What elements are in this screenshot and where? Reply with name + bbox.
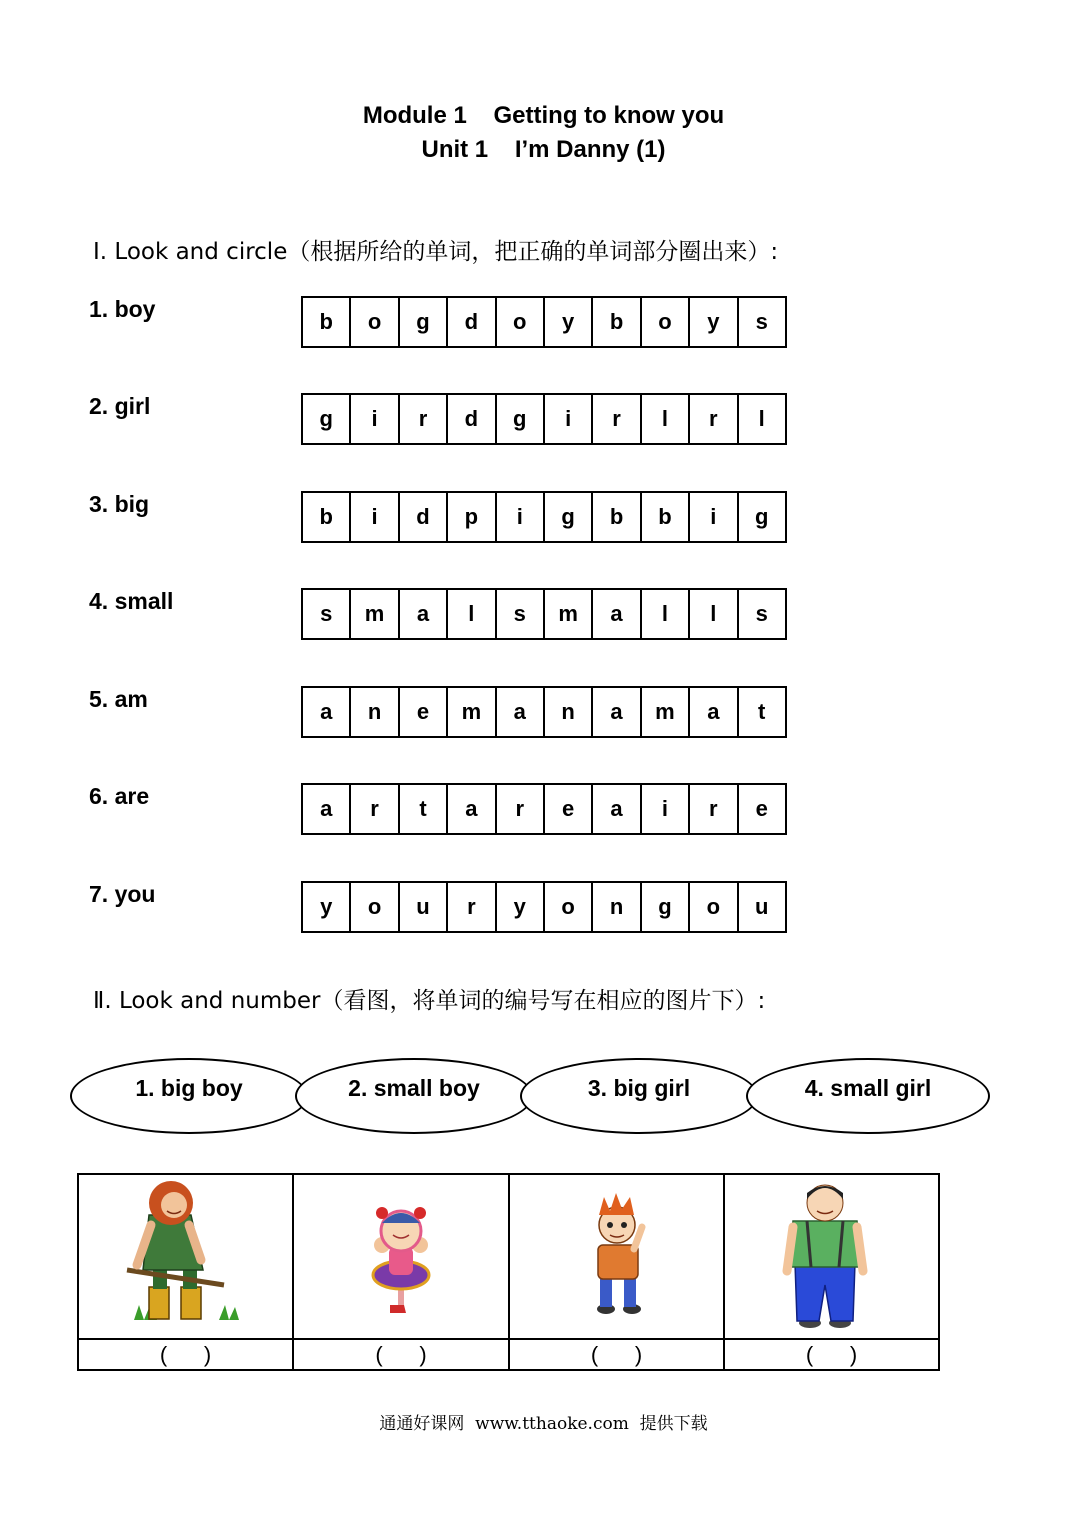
letter-cell[interactable]: d [448, 298, 496, 346]
word-label: 6. are [89, 783, 150, 809]
letter-cell[interactable]: i [642, 785, 690, 833]
letter-cell[interactable]: a [303, 688, 351, 736]
letter-cell[interactable]: a [690, 688, 738, 736]
letter-cell[interactable]: g [400, 298, 448, 346]
letter-cell[interactable]: a [593, 688, 641, 736]
letter-cell[interactable]: i [351, 395, 399, 443]
page-subtitle: Unit 1 I’m Danny (1) [421, 136, 666, 163]
letter-cell[interactable]: a [497, 688, 545, 736]
word-label: 2. girl [89, 393, 151, 419]
big-boy-picture [725, 1175, 938, 1338]
exercise-row-4 [0, 588, 1087, 642]
exercise-row-2 [0, 393, 1087, 447]
letter-grid [301, 783, 787, 835]
word-option-oval [295, 1058, 533, 1134]
letter-cell[interactable]: a [303, 785, 351, 833]
small-boy-picture [510, 1175, 723, 1338]
letter-cell[interactable]: r [448, 883, 496, 931]
letter-grid [301, 491, 787, 543]
letter-cell[interactable]: o [545, 883, 593, 931]
picture-column [510, 1175, 725, 1369]
letter-cell[interactable]: o [497, 298, 545, 346]
word-label: 7. you [89, 881, 156, 907]
picture-column [79, 1175, 294, 1369]
letter-cell[interactable]: t [400, 785, 448, 833]
section-1-heading: Ⅰ. Look and circle（根据所给的单词，把正确的单词部分圈出来）: [93, 239, 779, 265]
answer-blank[interactable]: ( ) [294, 1338, 508, 1369]
letter-cell[interactable]: e [400, 688, 448, 736]
letter-cell[interactable]: a [400, 590, 448, 638]
letter-cell[interactable]: g [545, 493, 593, 541]
letter-cell[interactable]: e [755, 796, 768, 821]
letter-cell[interactable]: m [642, 688, 690, 736]
letter-cell[interactable]: i [690, 493, 738, 541]
letter-cell[interactable]: d [448, 395, 496, 443]
letter-cell[interactable]: o [642, 298, 690, 346]
letter-cell[interactable]: b [593, 298, 641, 346]
exercise-row-5 [0, 686, 1087, 740]
letter-cell[interactable]: r [351, 785, 399, 833]
letter-cell[interactable]: s [755, 309, 768, 334]
letter-cell[interactable]: y [303, 883, 351, 931]
letter-cell[interactable]: a [593, 785, 641, 833]
letter-cell[interactable]: r [497, 785, 545, 833]
letter-cell[interactable]: s [755, 601, 768, 626]
letter-cell[interactable]: g [642, 883, 690, 931]
letter-cell[interactable]: r [593, 395, 641, 443]
exercise-row-1 [0, 296, 1087, 350]
footer-text: 通通好课网 www.tthaoke.com 提供下载 [379, 1414, 708, 1434]
word-option-oval [746, 1058, 990, 1134]
letter-cell[interactable]: g [754, 504, 769, 529]
letter-cell[interactable]: p [448, 493, 496, 541]
page-title: Module 1 Getting to know you [362, 102, 725, 129]
letter-cell[interactable]: e [545, 785, 593, 833]
exercise-row-7 [0, 881, 1087, 935]
picture-table [77, 1173, 940, 1371]
letter-cell[interactable]: l [642, 590, 690, 638]
letter-cell[interactable]: u [754, 894, 769, 919]
letter-cell[interactable]: b [593, 493, 641, 541]
letter-grid [301, 588, 787, 640]
letter-grid [301, 881, 787, 933]
letter-cell[interactable]: u [400, 883, 448, 931]
letter-grid [301, 686, 787, 738]
letter-cell[interactable]: d [400, 493, 448, 541]
answer-blank[interactable]: ( ) [510, 1338, 723, 1369]
letter-cell[interactable]: o [690, 883, 738, 931]
letter-cell[interactable]: m [351, 590, 399, 638]
picture-column [725, 1175, 938, 1369]
letter-cell[interactable]: t [758, 699, 766, 724]
word-label: 4. small [89, 588, 174, 614]
word-option-label: 4. small girl [804, 1074, 932, 1101]
big-girl-picture [79, 1175, 292, 1338]
letter-cell[interactable]: i [351, 493, 399, 541]
letter-grid [301, 296, 787, 348]
word-option-label: 3. big girl [587, 1074, 691, 1101]
letter-cell[interactable]: o [351, 298, 399, 346]
letter-cell[interactable]: g [303, 395, 351, 443]
letter-cell[interactable]: n [545, 688, 593, 736]
letter-cell[interactable]: s [303, 590, 351, 638]
word-option-label: 1. big boy [135, 1074, 243, 1101]
letter-cell[interactable]: l [690, 590, 738, 638]
letter-cell[interactable]: i [545, 395, 593, 443]
letter-cell[interactable]: m [545, 590, 593, 638]
letter-cell[interactable]: a [448, 785, 496, 833]
answer-blank[interactable]: ( ) [79, 1338, 292, 1369]
letter-cell[interactable]: m [448, 688, 496, 736]
word-option-label: 2. small boy [348, 1074, 480, 1101]
word-option-oval [70, 1058, 308, 1134]
letter-cell[interactable]: l [642, 395, 690, 443]
word-option-oval [520, 1058, 758, 1134]
picture-column [294, 1175, 510, 1369]
letter-cell[interactable]: r [400, 395, 448, 443]
exercise-row-3 [0, 491, 1087, 545]
word-label: 1. boy [89, 296, 156, 322]
letter-cell[interactable]: i [497, 493, 545, 541]
letter-cell[interactable]: r [690, 395, 738, 443]
word-label: 5. am [89, 686, 148, 712]
letter-cell[interactable]: n [351, 688, 399, 736]
letter-cell[interactable]: r [690, 785, 738, 833]
letter-cell[interactable]: n [593, 883, 641, 931]
letter-cell[interactable]: y [545, 298, 593, 346]
letter-cell[interactable]: a [593, 590, 641, 638]
letter-cell[interactable]: y [497, 883, 545, 931]
exercise-row-6 [0, 783, 1087, 837]
letter-cell[interactable]: b [303, 493, 351, 541]
letter-grid [301, 393, 787, 445]
letter-cell[interactable]: b [642, 493, 690, 541]
letter-cell[interactable]: y [690, 298, 738, 346]
letter-cell[interactable]: b [303, 298, 351, 346]
letter-cell[interactable]: s [497, 590, 545, 638]
letter-cell[interactable]: o [351, 883, 399, 931]
letter-cell[interactable]: l [758, 406, 765, 431]
letter-cell[interactable]: g [497, 395, 545, 443]
letter-cell[interactable]: l [448, 590, 496, 638]
small-girl-picture [294, 1175, 508, 1338]
section-2-heading: Ⅱ. Look and number（看图，将单词的编号写在相应的图片下）: [93, 988, 766, 1014]
answer-blank[interactable]: ( ) [725, 1338, 938, 1369]
word-label: 3. big [89, 491, 150, 517]
